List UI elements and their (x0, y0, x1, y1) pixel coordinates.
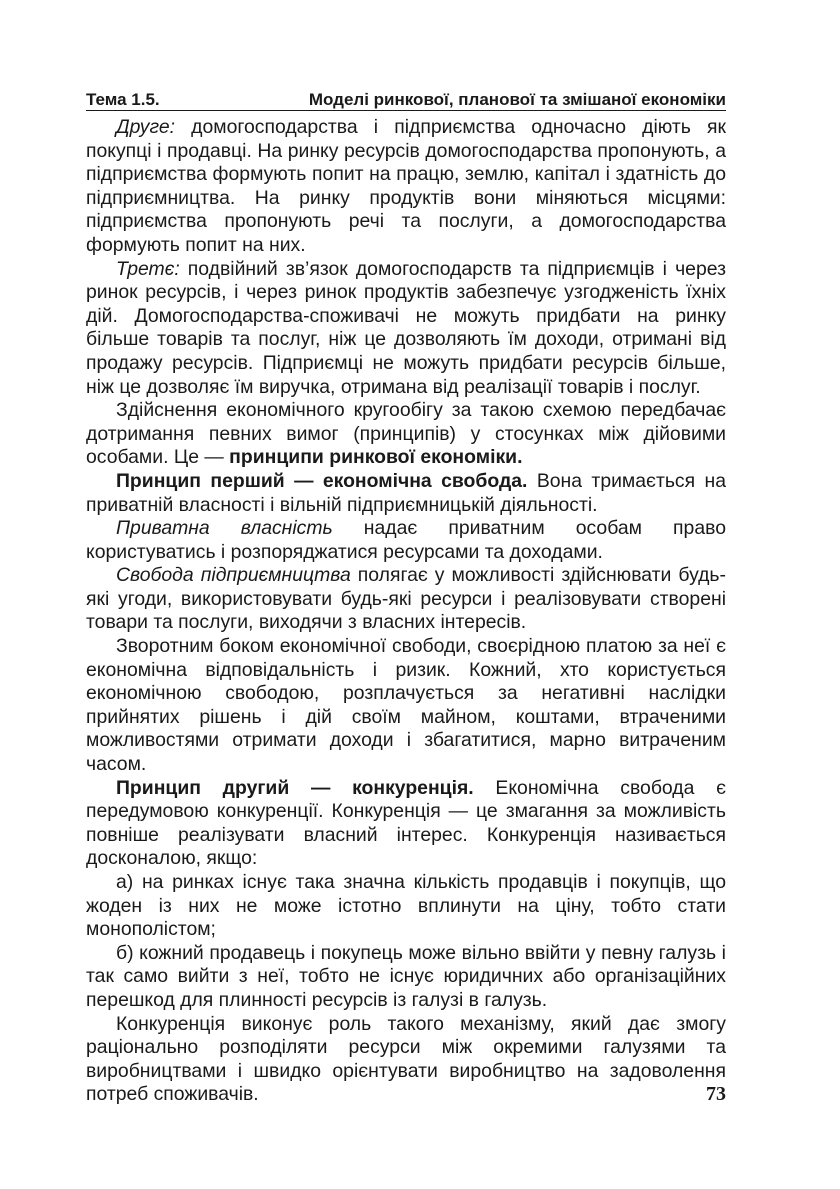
paragraph (86, 1013, 726, 1107)
list-item (86, 871, 726, 942)
page-number: 73 (706, 1083, 726, 1105)
paragraph (86, 635, 726, 777)
paragraph (86, 470, 726, 517)
paragraph-text: подвійний зв’язок домогосподарств та підприємців і через ринок ресурсів, і через ринок продуктів забезпечує узгодженість їхніх дій. Домогосподарства-споживачі не можуть придбати на ринку більше товарів та послуг, ніж це дозволяють їм доходи, отримані від продажу ресурсів. Підприємці не можуть придбати ресурсів більше, ніж це дозволяє їм виручка, отримана від реалізації товарів і послуг. (86, 257, 726, 398)
paragraph (86, 116, 726, 258)
italic-lead: Приватна власність (116, 517, 333, 540)
paragraph-text: б) кожний продавець і покупець може вільно ввійти у певну галузь і так само вийти з неї, тобто не існує юридичних або організаційних перешкод для плинності ресурсів із галузі в галузь. (86, 941, 726, 1011)
paragraph-text: надає приватним особам право користуватись і розпоряджатися ресурсами та доходами. (86, 517, 726, 563)
header-topic: Тема 1.5. (86, 90, 160, 109)
header-title: Моделі ринкової, планової та змішаної економіки (308, 90, 726, 109)
paragraph-text: полягає у можливості здійснювати будь-які угоди, використовувати будь-які ресурси і реалізовувати створені товари та послуги, виходячи з власних інтересів. (86, 564, 726, 634)
paragraph-text: домогосподарства і підприємства одночасно діють як покупці і продавці. На ринку ресурсів домогосподарства пропонують, а підприємства формують попит на працю, землю, капітал і здатність до підприємництва. На ринку продуктів вони міняються місцями: підприємства пропонують речі та послуги, а домогосподарства формують попит на них. (86, 116, 726, 256)
italic-lead: Друге: (116, 116, 176, 138)
list-item (86, 942, 726, 1013)
body-text (86, 116, 726, 1107)
paragraph-text: Здійснення економічного кругообігу за такою схемою передбачає дотримання певних вимог (принципів) у стосунках між дійовими особами. Це — (86, 399, 726, 469)
paragraph-text: Вона тримається на приватній власності і вільній підприємницькій діяльності. (86, 469, 726, 516)
principle-heading: Принцип перший — економічна свобода. (116, 469, 528, 492)
paragraph-text: Конкуренція виконує роль такого механізму, який дає змогу раціонально розподіляти ресурси між окремими галузями та виробництвами і швидко орієнтувати виробництво на задоволення потреб споживачів. (86, 1012, 726, 1106)
paragraph (86, 399, 726, 470)
paragraph (86, 258, 726, 400)
paragraph (86, 777, 726, 871)
paragraph-text: Економічна свобода є передумовою конкуренції. Конкуренція — це змагання за можливість повніше реалізувати власний інтерес. Конкуренція називається досконалою, якщо: (86, 776, 726, 870)
running-header (86, 86, 726, 110)
italic-lead: Свобода підприємництва (116, 564, 351, 587)
paragraph (86, 564, 726, 635)
paragraph-text: Зворотним боком економічної свободи, своєрідною платою за неї є економічна відповідальність і ризик. Кожний, хто користується економічною свободою, розплачується за негативні наслідки прийнятих рішень і дій своїм майном, коштами, втраченими можливостями отримати доходи і збагатитися, марно витраченим часом. (86, 635, 726, 776)
italic-lead: Третє: (116, 257, 180, 280)
bold-tail: принципи ринкової економіки. (229, 446, 523, 469)
principle-heading: Принцип другий — конкуренція. (116, 776, 474, 799)
header-rule (86, 110, 726, 111)
paragraph (86, 517, 726, 564)
paragraph-text: а) на ринках існує така значна кількість продавців і покупців, що жоден із них не може істотно вплинути на ціну, тобто стати монополістом; (86, 871, 726, 941)
